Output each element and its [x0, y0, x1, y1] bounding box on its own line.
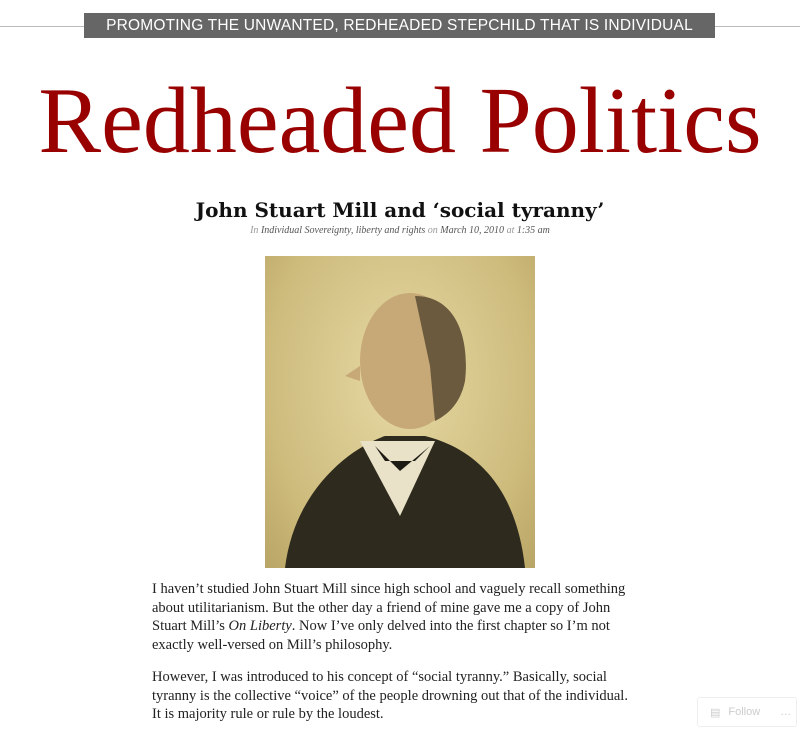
- book-title: On Liberty: [228, 618, 292, 634]
- follow-icon: ▤: [710, 706, 721, 719]
- date-link[interactable]: March 10, 2010: [440, 225, 505, 236]
- time-link[interactable]: 1:35 am: [516, 225, 550, 236]
- follow-label: Follow: [728, 706, 761, 718]
- portrait-image: [265, 256, 535, 568]
- more-options-icon[interactable]: …: [780, 706, 792, 718]
- meta-on: on: [427, 225, 438, 236]
- p1-text: I haven’t studied John Stuart Mill since high school and vaguely recall something about utilitarianism. But the other day a friend of mine gave me a copy of John Stuart Mill’s: [152, 581, 626, 634]
- meta-at: at: [506, 225, 515, 236]
- post-title[interactable]: John Stuart Mill and ‘social tyranny’: [195, 198, 605, 222]
- follow-button[interactable]: [697, 697, 797, 727]
- p1-text-end: . Now I’ve only delved into the first chapter so I’m not exactly well-versed on Mill’s philosophy.: [152, 618, 610, 653]
- site-title[interactable]: Redheaded Politics: [38, 69, 762, 173]
- paragraph-1: [152, 580, 632, 654]
- paragraph-2: However, I was introduced to his concept of “social tyranny.” Basically, social tyranny is the collective “voice” of the people drowning out that of the individual. It is majority rule or rule by the loudest.: [152, 669, 628, 722]
- meta-in: In: [250, 225, 259, 236]
- category-link[interactable]: Individual Sovereignty, liberty and rights: [260, 225, 426, 236]
- post-meta: [0, 225, 800, 236]
- post-content: [152, 580, 632, 738]
- site-tagline: PROMOTING THE UNWANTED, REDHEADED STEPCHILD THAT IS INDIVIDUAL LIBERTY: [84, 13, 715, 38]
